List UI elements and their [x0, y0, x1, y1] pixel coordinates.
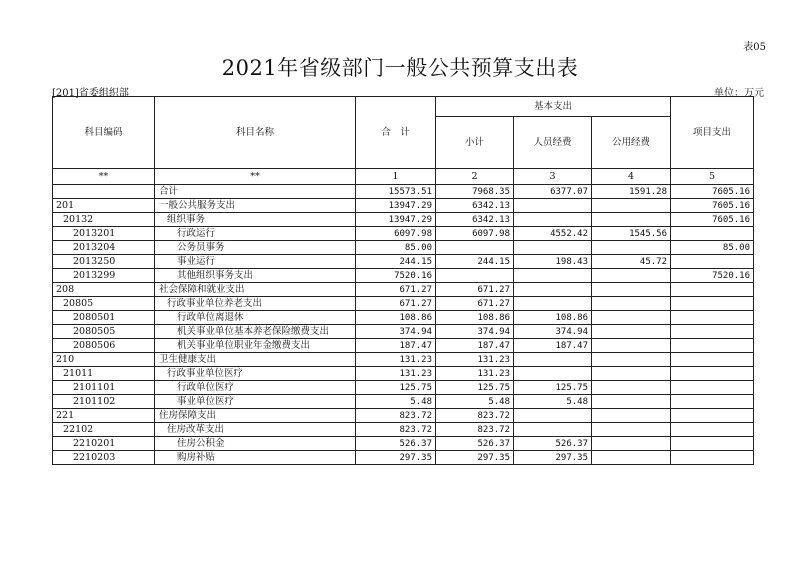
cell-public — [592, 381, 671, 395]
cell-total: 7520.16 — [356, 269, 436, 283]
cell-total: 526.37 — [356, 437, 436, 451]
cell-subtotal: 374.94 — [436, 325, 514, 339]
cell-personnel — [514, 423, 592, 437]
cell-code: 2210203 — [53, 451, 155, 465]
index-cell: 3 — [514, 169, 592, 185]
cell-subtotal: 6342.13 — [436, 213, 514, 227]
table-row — [53, 199, 754, 213]
cell-name: 机关事业单位基本养老保险缴费支出 — [155, 325, 356, 339]
header-project: 项目支出 — [671, 97, 754, 169]
cell-public — [592, 437, 671, 451]
cell-name: 行政事业单位养老支出 — [155, 297, 356, 311]
cell-public — [592, 311, 671, 325]
cell-code: 2210201 — [53, 437, 155, 451]
cell-name: 机关事业单位职业年金缴费支出 — [155, 339, 356, 353]
cell-public — [592, 395, 671, 409]
cell-project — [671, 311, 754, 325]
cell-subtotal: 297.35 — [436, 451, 514, 465]
cell-subtotal: 671.27 — [436, 297, 514, 311]
table-row — [53, 381, 754, 395]
table-row — [53, 255, 754, 269]
table-row — [53, 227, 754, 241]
cell-code: 21011 — [53, 367, 155, 381]
table-row — [53, 353, 754, 367]
cell-total: 131.23 — [356, 353, 436, 367]
header-total: 合 计 — [356, 97, 436, 169]
cell-public — [592, 269, 671, 283]
cell-total: 108.86 — [356, 311, 436, 325]
cell-public — [592, 325, 671, 339]
cell-code: 201 — [53, 199, 155, 213]
cell-project: 7605.16 — [671, 185, 754, 199]
table-row — [53, 367, 754, 381]
cell-project: 85.00 — [671, 241, 754, 255]
index-row — [53, 169, 754, 185]
cell-code: 208 — [53, 283, 155, 297]
cell-total: 671.27 — [356, 297, 436, 311]
table-row — [53, 409, 754, 423]
cell-name: 组织事务 — [155, 213, 356, 227]
cell-subtotal — [436, 269, 514, 283]
table-row — [53, 297, 754, 311]
cell-subtotal: 244.15 — [436, 255, 514, 269]
cell-personnel — [514, 199, 592, 213]
cell-project: 7605.16 — [671, 213, 754, 227]
cell-name: 公务员事务 — [155, 241, 356, 255]
cell-public: 1545.56 — [592, 227, 671, 241]
cell-total: 187.47 — [356, 339, 436, 353]
cell-public — [592, 451, 671, 465]
cell-total: 125.75 — [356, 381, 436, 395]
cell-public — [592, 241, 671, 255]
cell-subtotal: 671.27 — [436, 283, 514, 297]
cell-code: 20132 — [53, 213, 155, 227]
header-basic: 基本支出 — [436, 97, 671, 117]
cell-project — [671, 297, 754, 311]
cell-public — [592, 297, 671, 311]
cell-subtotal: 6342.13 — [436, 199, 514, 213]
cell-personnel — [514, 409, 592, 423]
cell-personnel: 5.48 — [514, 395, 592, 409]
cell-personnel: 297.35 — [514, 451, 592, 465]
cell-personnel: 526.37 — [514, 437, 592, 451]
cell-total: 131.23 — [356, 367, 436, 381]
budget-table — [52, 96, 754, 465]
cell-code: 2013201 — [53, 227, 155, 241]
cell-name: 行政事业单位医疗 — [155, 367, 356, 381]
table-row — [53, 311, 754, 325]
cell-total: 6097.98 — [356, 227, 436, 241]
index-cell: 2 — [436, 169, 514, 185]
cell-project — [671, 395, 754, 409]
cell-name: 事业单位医疗 — [155, 395, 356, 409]
document-title: 2021年省级部门一般公共预算支出表 — [221, 56, 579, 80]
cell-total: 297.35 — [356, 451, 436, 465]
table-row — [53, 423, 754, 437]
cell-total: 374.94 — [356, 325, 436, 339]
cell-total: 15573.51 — [356, 185, 436, 199]
cell-code: 2080506 — [53, 339, 155, 353]
header-public: 公用经费 — [592, 117, 671, 169]
table-row — [53, 339, 754, 353]
cell-code: 2101102 — [53, 395, 155, 409]
cell-total: 823.72 — [356, 409, 436, 423]
cell-subtotal: 7968.35 — [436, 185, 514, 199]
cell-name: 卫生健康支出 — [155, 353, 356, 367]
cell-project — [671, 283, 754, 297]
cell-personnel: 125.75 — [514, 381, 592, 395]
table-row — [53, 325, 754, 339]
table-number: 表05 — [743, 42, 766, 53]
table-row — [53, 213, 754, 227]
cell-personnel — [514, 283, 592, 297]
table-row — [53, 437, 754, 451]
cell-code: 20805 — [53, 297, 155, 311]
cell-public — [592, 353, 671, 367]
cell-code: 2013204 — [53, 241, 155, 255]
cell-personnel: 187.47 — [514, 339, 592, 353]
cell-name: 住房公积金 — [155, 437, 356, 451]
cell-subtotal: 823.72 — [436, 423, 514, 437]
index-cell: 1 — [356, 169, 436, 185]
cell-name: 行政运行 — [155, 227, 356, 241]
cell-total: 5.48 — [356, 395, 436, 409]
cell-subtotal — [436, 241, 514, 255]
table-row — [53, 185, 754, 199]
table-row — [53, 395, 754, 409]
cell-public — [592, 283, 671, 297]
cell-public: 45.72 — [592, 255, 671, 269]
cell-subtotal: 6097.98 — [436, 227, 514, 241]
cell-project — [671, 339, 754, 353]
cell-personnel: 108.86 — [514, 311, 592, 325]
table-row — [53, 451, 754, 465]
cell-total: 85.00 — [356, 241, 436, 255]
cell-personnel — [514, 269, 592, 283]
cell-name: 住房保障支出 — [155, 409, 356, 423]
table-row — [53, 269, 754, 283]
cell-project — [671, 367, 754, 381]
cell-name: 住房改革支出 — [155, 423, 356, 437]
cell-personnel: 198.43 — [514, 255, 592, 269]
cell-project — [671, 437, 754, 451]
cell-name: 社会保障和就业支出 — [155, 283, 356, 297]
cell-subtotal: 187.47 — [436, 339, 514, 353]
header-personnel: 人员经费 — [514, 117, 592, 169]
cell-personnel: 6377.07 — [514, 185, 592, 199]
cell-name: 行政单位医疗 — [155, 381, 356, 395]
index-cell: 5 — [671, 169, 754, 185]
table-row — [53, 241, 754, 255]
unit-label: 单位：万元 — [714, 88, 764, 99]
cell-subtotal: 526.37 — [436, 437, 514, 451]
cell-name: 其他组织事务支出 — [155, 269, 356, 283]
cell-subtotal: 125.75 — [436, 381, 514, 395]
cell-code — [53, 185, 155, 199]
cell-project: 7605.16 — [671, 199, 754, 213]
header-subtotal: 小计 — [436, 117, 514, 169]
cell-personnel: 4552.42 — [514, 227, 592, 241]
cell-name: 事业运行 — [155, 255, 356, 269]
cell-name: 一般公共服务支出 — [155, 199, 356, 213]
cell-code: 2080505 — [53, 325, 155, 339]
cell-code: 2101101 — [53, 381, 155, 395]
cell-personnel: 374.94 — [514, 325, 592, 339]
cell-project — [671, 409, 754, 423]
cell-project: 7520.16 — [671, 269, 754, 283]
cell-project — [671, 381, 754, 395]
header-name: 科目名称 — [155, 97, 356, 169]
cell-personnel — [514, 297, 592, 311]
cell-project — [671, 353, 754, 367]
cell-subtotal: 131.23 — [436, 353, 514, 367]
cell-subtotal: 131.23 — [436, 367, 514, 381]
cell-project — [671, 255, 754, 269]
cell-code: 2013299 — [53, 269, 155, 283]
department-label: [201]省委组织部 — [52, 88, 129, 99]
cell-public — [592, 367, 671, 381]
cell-personnel — [514, 213, 592, 227]
cell-public — [592, 199, 671, 213]
cell-code: 221 — [53, 409, 155, 423]
cell-code: 22102 — [53, 423, 155, 437]
cell-public: 1591.28 — [592, 185, 671, 199]
cell-total: 244.15 — [356, 255, 436, 269]
index-cell: ** — [53, 169, 155, 185]
cell-public — [592, 339, 671, 353]
cell-public — [592, 409, 671, 423]
cell-total: 13947.29 — [356, 199, 436, 213]
cell-total: 13947.29 — [356, 213, 436, 227]
index-cell: 4 — [592, 169, 671, 185]
cell-project — [671, 227, 754, 241]
cell-personnel — [514, 367, 592, 381]
cell-total: 823.72 — [356, 423, 436, 437]
cell-personnel — [514, 241, 592, 255]
cell-subtotal: 823.72 — [436, 409, 514, 423]
cell-personnel — [514, 353, 592, 367]
cell-subtotal: 108.86 — [436, 311, 514, 325]
cell-name: 合计 — [155, 185, 356, 199]
cell-project — [671, 423, 754, 437]
cell-project — [671, 451, 754, 465]
cell-public — [592, 423, 671, 437]
cell-public — [592, 213, 671, 227]
index-cell: ** — [155, 169, 356, 185]
cell-code: 2013250 — [53, 255, 155, 269]
cell-code: 210 — [53, 353, 155, 367]
cell-code: 2080501 — [53, 311, 155, 325]
cell-subtotal: 5.48 — [436, 395, 514, 409]
cell-project — [671, 325, 754, 339]
header-code: 科目编码 — [53, 97, 155, 169]
table-row — [53, 283, 754, 297]
cell-total: 671.27 — [356, 283, 436, 297]
cell-name: 购房补贴 — [155, 451, 356, 465]
cell-name: 行政单位离退休 — [155, 311, 356, 325]
